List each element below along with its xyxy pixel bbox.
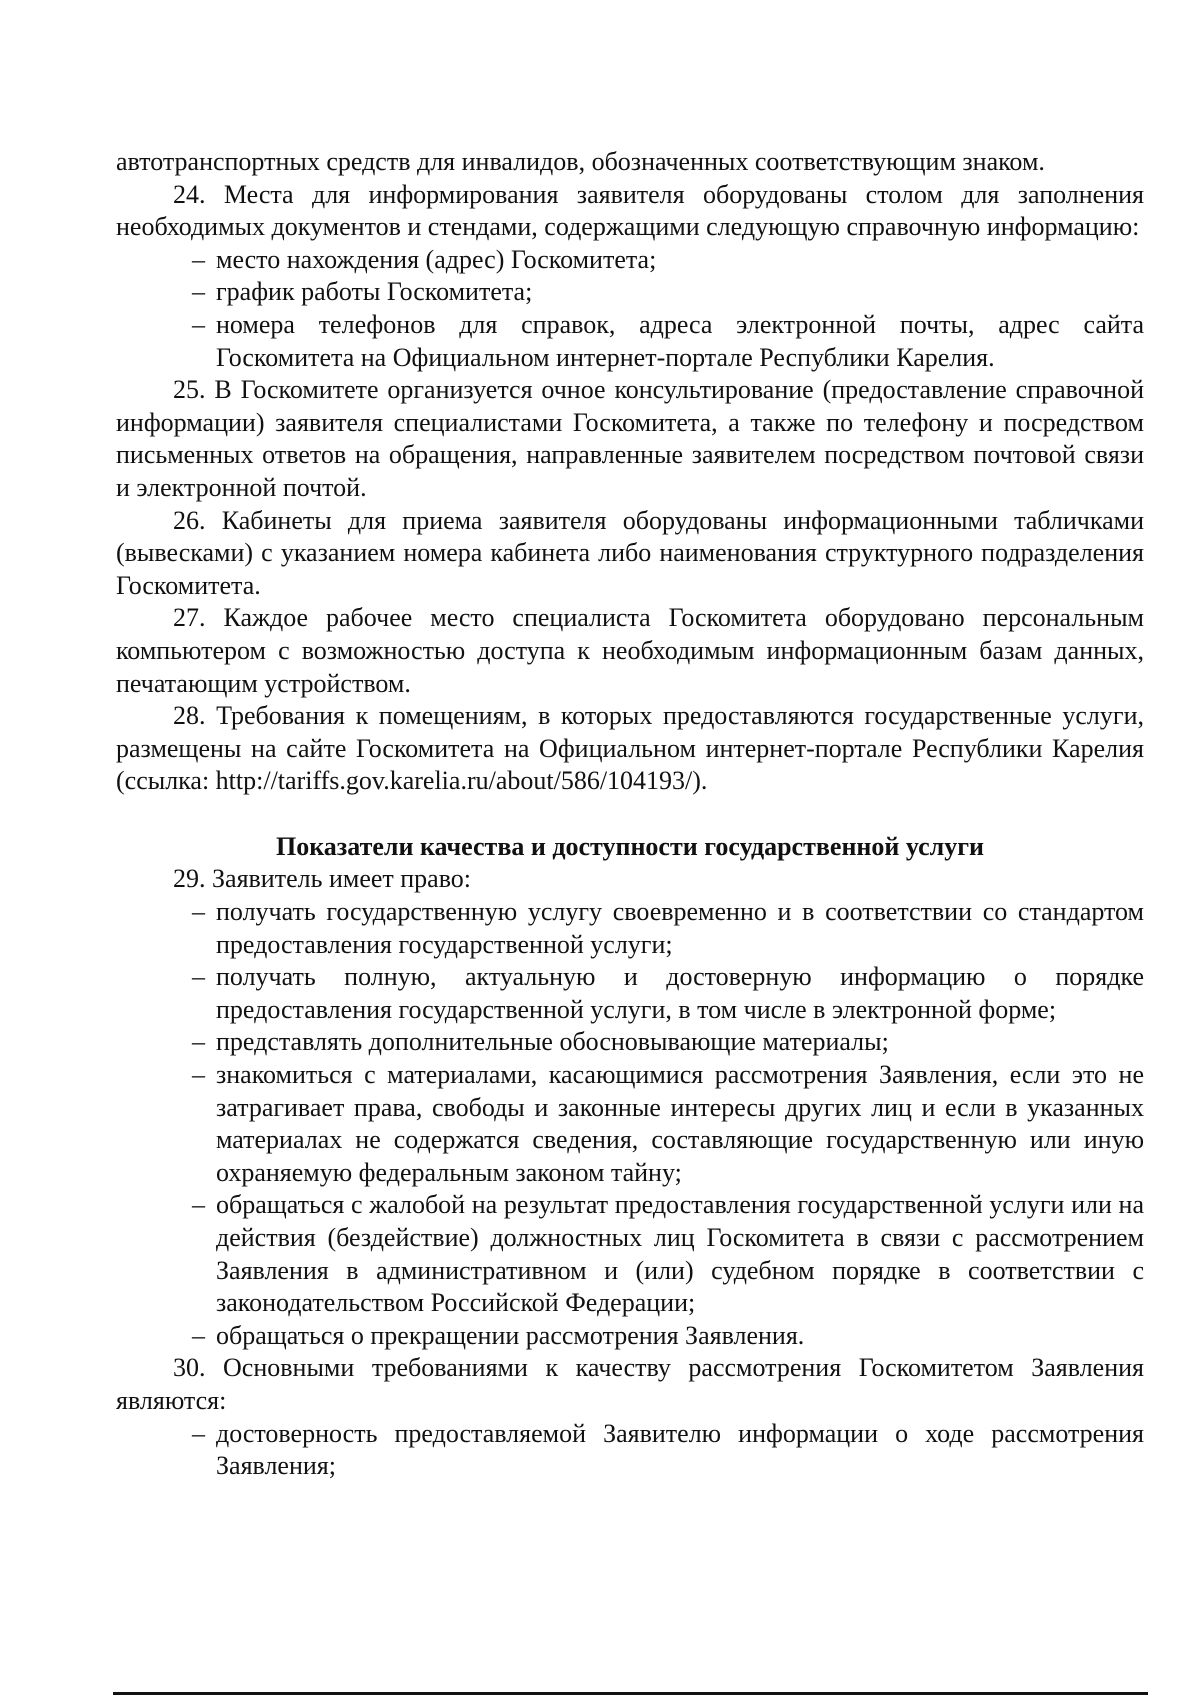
list-item [116, 276, 1144, 309]
list-item [116, 244, 1144, 277]
list-item-text: знакомиться с материалами, касающимися рассмотрения Заявления, если это не затрагивает права, свободы и законные интересы других лиц и если в указанных материалах не содержатся сведения, составляющие государственную или иную охраняемую федеральным законом тайну; [216, 1060, 1144, 1187]
section-heading: Показатели качества и доступности государственной услуги [275, 831, 985, 861]
list-item [116, 1418, 1144, 1483]
list-item [116, 1026, 1144, 1059]
list-item [116, 1320, 1144, 1353]
footer-divider [113, 1692, 1148, 1695]
list-item-text: обращаться с жалобой на результат предоставления государственной услуги или на действия (бездействие) должностных лиц Госкомитета в связи с рассмотрением Заявления в административном и (или) судебном порядке в соответствии с законодательством Российской Федерации; [216, 1190, 1144, 1318]
dash-bullet: – [192, 277, 205, 307]
list-item [116, 309, 1144, 374]
dash-bullet: – [192, 962, 205, 992]
list-item [116, 1059, 1144, 1189]
dash-bullet: – [192, 1418, 205, 1448]
list-item-text: представлять дополнительные обосновывающие материалы; [216, 1027, 889, 1057]
paragraph-26: 26. Кабинеты для приема заявителя оборудованы информационными табличками (вывесками) с указанием номера кабинета либо наименования структурного подразделения Госкомитета. [116, 505, 1144, 600]
list-item-text: получать полную, актуальную и достоверную информацию о порядке предоставления государственной услуги, в том числе в электронной форме; [216, 962, 1144, 1024]
list-item-text: обращаться о прекращении рассмотрения Заявления. [216, 1320, 805, 1350]
dash-bullet: – [192, 1060, 205, 1090]
list-item-text: график работы Госкомитета; [216, 277, 533, 307]
list-item-text: достоверность предоставляемой Заявителю информации о ходе рассмотрения Заявления; [216, 1418, 1144, 1481]
paragraph-25: 25. В Госкомитете организуется очное консультирование (предоставление справочной информации) заявителя специалистами Госкомитета, а также по телефону и посредством письменных ответов на обращения, направленные заявителем посредством почтовой связи и электронной почтой. [116, 375, 1144, 502]
paragraph-30: 30. Основными требованиями к качеству рассмотрения Госкомитетом Заявления являются: [116, 1353, 1144, 1415]
dash-bullet: – [192, 1320, 205, 1350]
list-item [116, 1189, 1144, 1319]
list-item-text: номера телефонов для справок, адреса электронной почты, адрес сайта Госкомитета на Официальном интернет-портале Республики Карелия. [216, 309, 1144, 372]
list-item-text: место нахождения (адрес) Госкомитета; [216, 244, 657, 274]
paragraph-28: 28. Требования к помещениям, в которых предоставляются государственные услуги, размещены на сайте Госкомитета на Официальном интернет-портале Республики Карелия (ссылка: http://tariffs.gov.karelia.ru/about/586/104193/). [116, 701, 1144, 796]
paragraph-29: 29. Заявитель имеет право: [173, 864, 472, 894]
document-page [116, 146, 1144, 1483]
dash-bullet: – [192, 1190, 205, 1220]
dash-bullet: – [192, 309, 205, 339]
dash-bullet: – [192, 1027, 205, 1057]
paragraph-27: 27. Каждое рабочее место специалиста Госкомитета оборудовано персональным компьютером с возможностью доступа к необходимым информационным базам данных, печатающим устройством. [116, 603, 1144, 698]
list-item [116, 961, 1144, 1026]
dash-bullet: – [192, 244, 205, 274]
list-item-text: получать государственную услугу своевременно и в соответствии со стандартом предоставления государственной услуги; [216, 897, 1144, 959]
list-item [116, 896, 1144, 961]
paragraph-continuation: автотранспортных средств для инвалидов, обозначенных соответствующим знаком. [116, 147, 1045, 176]
dash-bullet: – [192, 897, 205, 927]
paragraph-24: 24. Места для информирования заявителя оборудованы столом для заполнения необходимых документов и стендами, содержащими следующую справочную информацию: [116, 179, 1144, 242]
